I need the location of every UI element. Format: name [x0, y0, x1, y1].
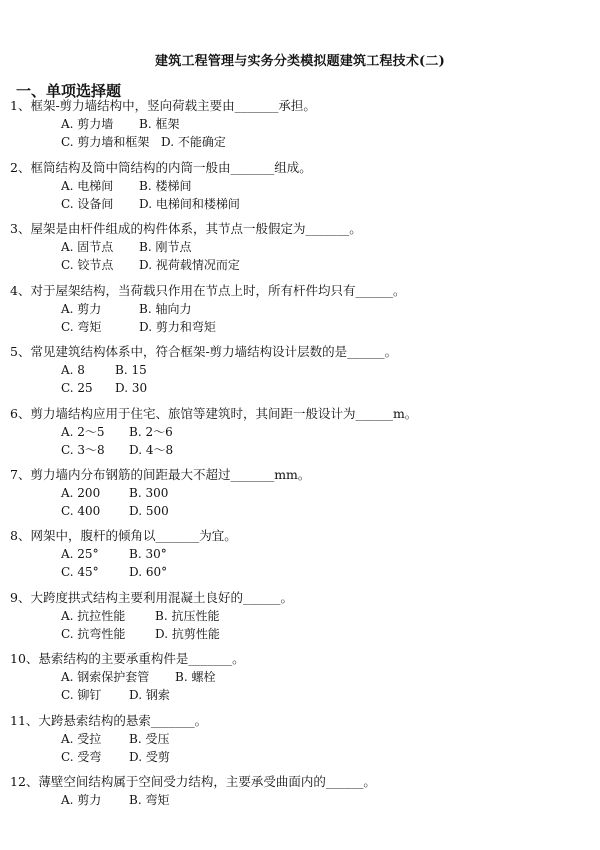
option-d: D. 抗剪性能 — [155, 627, 220, 641]
option-d: D. 不能确定 — [161, 135, 226, 149]
option-row — [61, 441, 577, 459]
option-b: B. 弯矩 — [129, 793, 170, 807]
option-a: A. 剪力 — [61, 302, 102, 316]
option-c: C. 设备间 — [61, 197, 114, 211]
option-c: C. 400 — [61, 504, 101, 518]
option-b: B. 受压 — [129, 732, 170, 746]
option-row — [61, 177, 577, 195]
option-row — [61, 318, 577, 336]
option-b: B. 2～6 — [129, 425, 173, 439]
question-stem: 11、大跨悬索结构的悬索_______。 — [10, 713, 208, 728]
option-a: A. 剪力墙 — [61, 117, 114, 131]
option-row — [61, 668, 577, 686]
option-a: A. 剪力 — [61, 793, 102, 807]
question-stem: 3、屋架是由杆件组成的构件体系，其节点一般假定为_______。 — [10, 221, 362, 236]
question-8 — [10, 527, 577, 581]
option-b: B. 15 — [115, 363, 147, 377]
option-b: B. 轴向力 — [139, 302, 192, 316]
option-row — [61, 133, 577, 151]
option-row — [61, 115, 577, 133]
option-d: D. 视荷载情况而定 — [139, 258, 240, 272]
option-row — [61, 361, 577, 379]
option-row — [61, 195, 577, 213]
question-7 — [10, 466, 577, 520]
option-row — [61, 625, 577, 643]
option-b: B. 30° — [129, 547, 167, 561]
option-c: C. 45° — [61, 565, 99, 579]
option-a: A. 固节点 — [61, 240, 114, 254]
question-4 — [10, 282, 577, 336]
option-row — [61, 686, 577, 704]
question-stem: 1、框架-剪力墙结构中，竖向荷载主要由_______承担。 — [10, 98, 316, 113]
question-9 — [10, 589, 577, 643]
option-row — [61, 730, 577, 748]
option-b: B. 刚节点 — [139, 240, 192, 254]
section-heading: 一、单项选择题 — [16, 82, 122, 100]
option-row — [61, 300, 577, 318]
option-c: C. 25 — [61, 381, 93, 395]
option-b: B. 楼梯间 — [139, 179, 192, 193]
page-title: 建筑工程管理与实务分类模拟题建筑工程技术(二) — [155, 54, 445, 69]
option-row — [61, 791, 577, 809]
option-c: C. 弯矩 — [61, 320, 102, 334]
question-2 — [10, 159, 577, 213]
option-a: A. 抗拉性能 — [61, 609, 126, 623]
option-row — [61, 484, 577, 502]
question-stem: 6、剪力墙结构应用于住宅、旅馆等建筑时，其间距一般设计为______m。 — [10, 406, 418, 421]
option-row — [61, 256, 577, 274]
question-11 — [10, 712, 577, 766]
question-stem: 9、大跨度拱式结构主要利用混凝土良好的______。 — [10, 590, 293, 605]
question-5 — [10, 343, 577, 397]
option-d: D. 电梯间和楼梯间 — [139, 197, 240, 211]
option-c: C. 铰节点 — [61, 258, 114, 272]
option-c: C. 剪力墙和框架 — [61, 135, 150, 149]
question-stem: 8、网架中，腹杆的倾角以_______为宜。 — [10, 528, 237, 543]
option-row — [61, 563, 577, 581]
option-row — [61, 502, 577, 520]
option-d: D. 30 — [115, 381, 148, 395]
option-row — [61, 238, 577, 256]
option-a: A. 电梯间 — [61, 179, 114, 193]
option-d: D. 500 — [129, 504, 169, 518]
option-a: A. 钢索保护套管 — [61, 670, 150, 684]
option-d: D. 60° — [129, 565, 168, 579]
question-stem: 12、薄壁空间结构属于空间受力结构，主要承受曲面内的______。 — [10, 774, 376, 789]
option-b: B. 螺栓 — [175, 670, 216, 684]
question-stem: 4、对于屋架结构，当荷载只作用在节点上时，所有杆件均只有______。 — [10, 283, 406, 298]
option-a: A. 25° — [61, 547, 99, 561]
option-row — [61, 379, 577, 397]
question-1 — [10, 97, 577, 151]
option-b: B. 300 — [129, 486, 169, 500]
option-d: D. 4～8 — [129, 443, 174, 457]
question-12 — [10, 773, 577, 809]
option-d: D. 钢索 — [129, 688, 170, 702]
question-stem: 2、框筒结构及筒中筒结构的内筒一般由_______组成。 — [10, 160, 312, 175]
option-row — [61, 423, 577, 441]
option-a: A. 8 — [61, 363, 85, 377]
question-stem: 7、剪力墙内分布钢筋的间距最大不超过_______mm。 — [10, 467, 311, 482]
option-a: A. 受拉 — [61, 732, 102, 746]
option-b: B. 抗压性能 — [155, 609, 220, 623]
option-c: C. 铆钉 — [61, 688, 102, 702]
option-a: A. 200 — [61, 486, 101, 500]
option-d: D. 剪力和弯矩 — [139, 320, 216, 334]
option-c: C. 抗弯性能 — [61, 627, 126, 641]
option-row — [61, 748, 577, 766]
option-b: B. 框架 — [139, 117, 180, 131]
option-row — [61, 607, 577, 625]
option-d: D. 受剪 — [129, 750, 170, 764]
option-a: A. 2～5 — [61, 425, 105, 439]
question-stem: 10、悬索结构的主要承重构件是_______。 — [10, 651, 245, 666]
option-c: C. 受弯 — [61, 750, 102, 764]
question-3 — [10, 220, 577, 274]
question-stem: 5、常见建筑结构体系中，符合框架-剪力墙结构设计层数的是______。 — [10, 344, 398, 359]
question-10 — [10, 650, 577, 704]
question-6 — [10, 405, 577, 459]
option-row — [61, 545, 577, 563]
option-c: C. 3～8 — [61, 443, 105, 457]
